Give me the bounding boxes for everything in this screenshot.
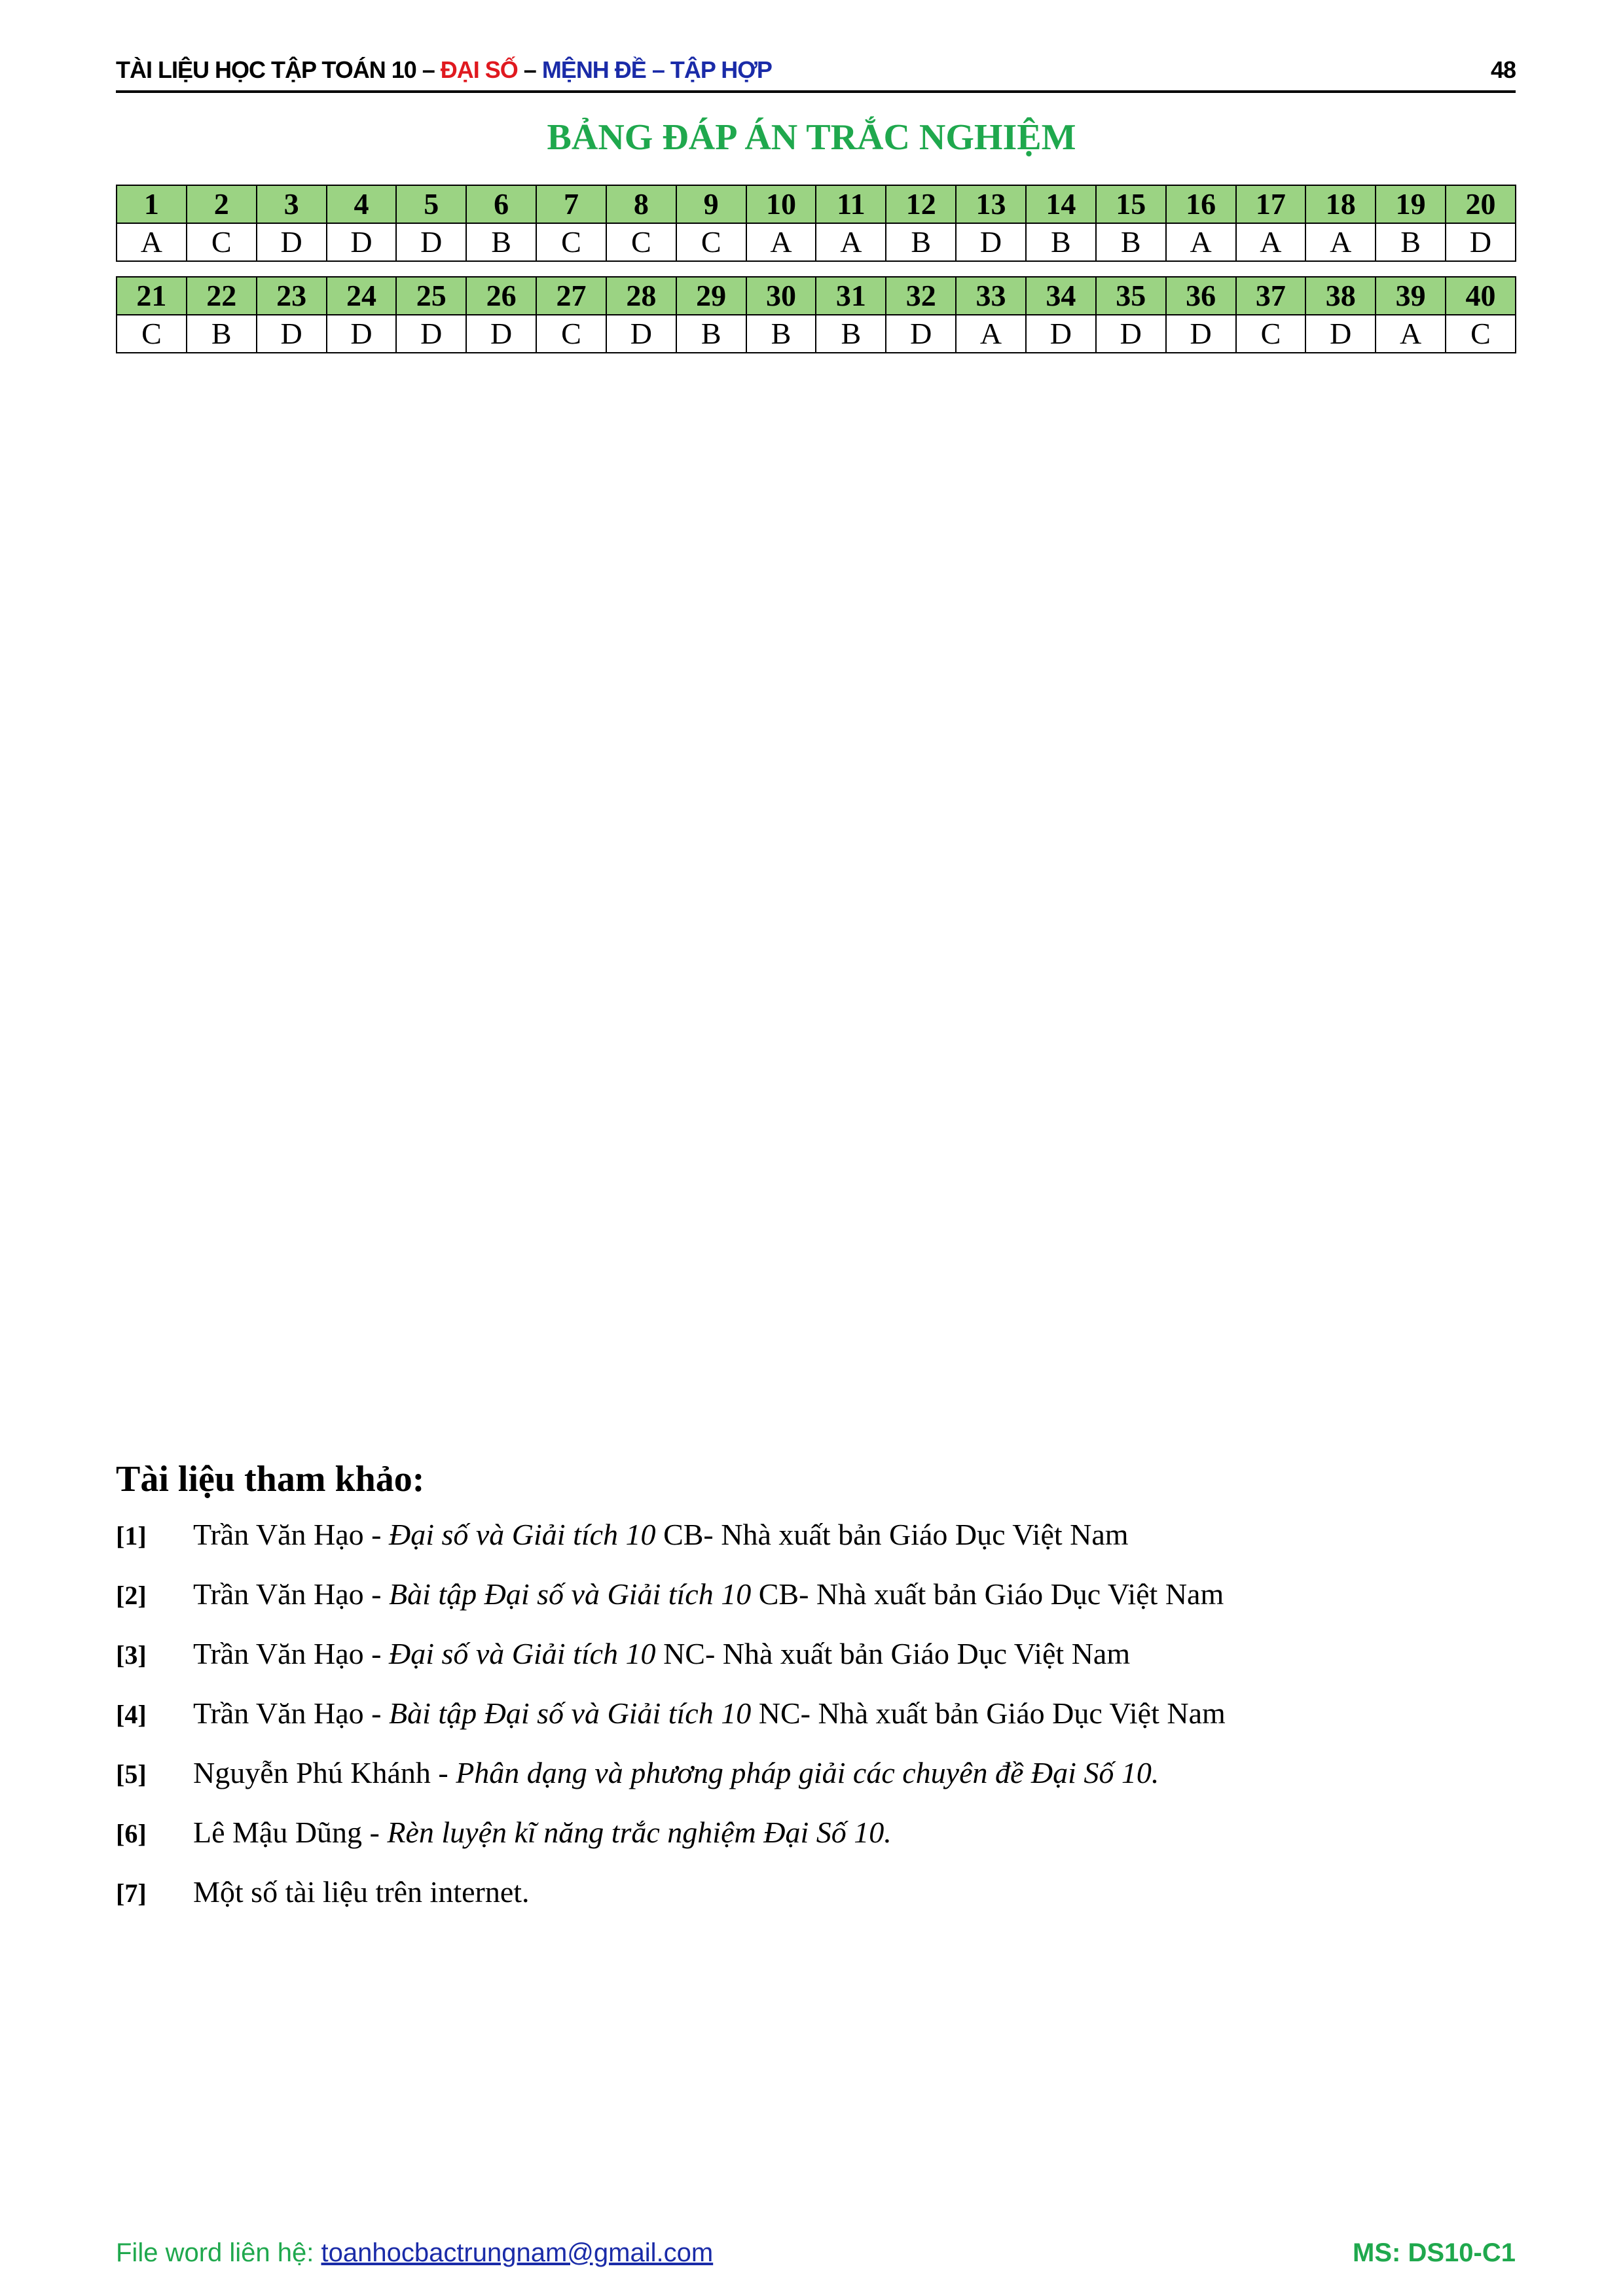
footer-document-code: MS: DS10-C1 — [1353, 2238, 1516, 2267]
answer-cell: A — [1236, 223, 1306, 261]
answer-cell: B — [676, 315, 746, 353]
question-number-cell: 30 — [746, 277, 816, 315]
answer-table-1 — [116, 185, 1516, 262]
reference-item — [116, 1517, 1129, 1552]
answer-cell: C — [536, 315, 606, 353]
reference-author: Trần Văn Hạo - — [193, 1637, 389, 1670]
question-number-cell: 15 — [1096, 185, 1166, 223]
reference-work: Bài tập Đại số và Giải tích 10 — [388, 1577, 752, 1611]
reference-work: Phân dạng và phương pháp giải các chuyên đề Đại Số 10. — [456, 1756, 1159, 1789]
question-number-cell: 27 — [536, 277, 606, 315]
answer-cell: C — [117, 315, 187, 353]
answer-cell: D — [956, 223, 1026, 261]
reference-item — [116, 1577, 1224, 1611]
question-number-cell: 14 — [1026, 185, 1096, 223]
reference-author: Lê Mậu Dũng - — [193, 1816, 388, 1849]
question-number-cell: 12 — [886, 185, 956, 223]
reference-item — [116, 1815, 892, 1850]
question-number-cell: 34 — [1026, 277, 1096, 315]
question-number-cell: 17 — [1236, 185, 1306, 223]
answer-cell: A — [956, 315, 1026, 353]
question-number-cell: 4 — [327, 185, 397, 223]
answer-cell: B — [466, 223, 536, 261]
answer-cell: D — [257, 223, 327, 261]
reference-index: [4] — [116, 1700, 147, 1729]
answer-cell: B — [746, 315, 816, 353]
question-number-cell: 7 — [536, 185, 606, 223]
question-number-cell: 3 — [257, 185, 327, 223]
question-number-cell: 23 — [257, 277, 327, 315]
answer-cell: A — [117, 223, 187, 261]
reference-author: Một số tài liệu trên internet. — [193, 1875, 530, 1909]
answer-cell: D — [1166, 315, 1236, 353]
answer-cell: D — [327, 223, 397, 261]
question-number-cell: 26 — [466, 277, 536, 315]
question-number-cell: 9 — [676, 185, 746, 223]
answer-row — [117, 315, 1516, 353]
reference-publisher: CB- Nhà xuất bản Giáo Dục Việt Nam — [751, 1577, 1224, 1611]
answer-cell: B — [1096, 223, 1166, 261]
question-number-cell: 19 — [1376, 185, 1446, 223]
reference-work: Đại số và Giải tích 10 — [388, 1637, 656, 1670]
question-number-cell: 10 — [746, 185, 816, 223]
answer-cell: D — [1096, 315, 1166, 353]
question-number-cell: 38 — [1305, 277, 1376, 315]
answer-cell: D — [606, 315, 676, 353]
answer-cell: A — [1376, 315, 1446, 353]
answer-cell: B — [816, 315, 886, 353]
reference-item — [116, 1874, 530, 1909]
question-number-cell: 40 — [1446, 277, 1516, 315]
reference-author: Trần Văn Hạo - — [193, 1518, 389, 1551]
page-header — [116, 51, 1516, 93]
question-number-row — [117, 185, 1516, 223]
reference-item — [116, 1755, 1159, 1790]
page-footer — [116, 2238, 1516, 2268]
reference-index: [5] — [116, 1759, 147, 1789]
answer-cell: B — [1026, 223, 1096, 261]
header-title-topic: MỆNH ĐỀ – TẬP HỢP — [541, 56, 772, 83]
question-number-cell: 2 — [187, 185, 257, 223]
header-title-separator: – — [517, 56, 542, 83]
answer-cell: A — [1166, 223, 1236, 261]
answer-cell: C — [676, 223, 746, 261]
question-number-cell: 29 — [676, 277, 746, 315]
references-title: Tài liệu tham khảo: — [116, 1459, 425, 1499]
question-number-cell: 24 — [327, 277, 397, 315]
reference-index: [7] — [116, 1878, 147, 1908]
header-title-prefix: TÀI LIỆU HỌC TẬP TOÁN 10 – — [116, 56, 441, 83]
answer-cell: C — [1446, 315, 1516, 353]
reference-index: [6] — [116, 1819, 147, 1848]
reference-publisher: NC- Nhà xuất bản Giáo Dục Việt Nam — [655, 1637, 1131, 1670]
question-number-cell: 35 — [1096, 277, 1166, 315]
answer-cell: A — [816, 223, 886, 261]
header-title-subject: ĐẠI SỐ — [440, 56, 518, 83]
footer-contact-label: File word liên hệ: — [116, 2238, 321, 2267]
reference-author: Nguyễn Phú Khánh - — [193, 1756, 456, 1789]
answer-cell: D — [466, 315, 536, 353]
footer-email-link[interactable]: toanhocbactrungnam@gmail.com — [321, 2238, 714, 2267]
question-number-cell: 20 — [1446, 185, 1516, 223]
question-number-cell: 1 — [117, 185, 187, 223]
answer-cell: C — [536, 223, 606, 261]
answer-cell: B — [1376, 223, 1446, 261]
reference-index: [3] — [116, 1640, 147, 1670]
answer-cell: C — [606, 223, 676, 261]
answer-cell: D — [257, 315, 327, 353]
answer-row — [117, 223, 1516, 261]
question-number-cell: 8 — [606, 185, 676, 223]
question-number-cell: 21 — [117, 277, 187, 315]
question-number-cell: 39 — [1376, 277, 1446, 315]
question-number-cell: 36 — [1166, 277, 1236, 315]
reference-author: Trần Văn Hạo - — [193, 1696, 389, 1730]
question-number-cell: 33 — [956, 277, 1026, 315]
reference-item — [116, 1636, 1130, 1671]
answer-cell: B — [886, 223, 956, 261]
answer-cell: D — [327, 315, 397, 353]
answer-cell: D — [396, 315, 466, 353]
answer-table-title: BẢNG ĐÁP ÁN TRẮC NGHIỆM — [547, 117, 1076, 158]
reference-author: Trần Văn Hạo - — [193, 1577, 389, 1611]
header-title — [116, 56, 772, 84]
answer-cell: A — [1305, 223, 1376, 261]
answer-cell: D — [1026, 315, 1096, 353]
reference-item — [116, 1696, 1226, 1731]
reference-work: Đại số và Giải tích 10 — [388, 1518, 656, 1551]
answer-table-2 — [116, 276, 1516, 353]
answer-cell: D — [1446, 223, 1516, 261]
question-number-cell: 6 — [466, 185, 536, 223]
question-number-cell: 31 — [816, 277, 886, 315]
reference-publisher: CB- Nhà xuất bản Giáo Dục Việt Nam — [655, 1518, 1129, 1551]
question-number-cell: 18 — [1305, 185, 1376, 223]
question-number-cell: 22 — [187, 277, 257, 315]
reference-index: [2] — [116, 1581, 147, 1610]
question-number-row — [117, 277, 1516, 315]
question-number-cell: 25 — [396, 277, 466, 315]
question-number-cell: 13 — [956, 185, 1026, 223]
question-number-cell: 5 — [396, 185, 466, 223]
answer-cell: D — [396, 223, 466, 261]
answer-cell: A — [746, 223, 816, 261]
page-number: 48 — [1490, 56, 1516, 83]
question-number-cell: 37 — [1236, 277, 1306, 315]
question-number-cell: 32 — [886, 277, 956, 315]
question-number-cell: 16 — [1166, 185, 1236, 223]
answer-cell: C — [187, 223, 257, 261]
reference-publisher: NC- Nhà xuất bản Giáo Dục Việt Nam — [751, 1696, 1226, 1730]
reference-work: Bài tập Đại số và Giải tích 10 — [388, 1696, 752, 1730]
question-number-cell: 28 — [606, 277, 676, 315]
answer-cell: D — [886, 315, 956, 353]
reference-work: Rèn luyện kĩ năng trắc nghiệm Đại Số 10. — [387, 1816, 892, 1849]
answer-cell: D — [1305, 315, 1376, 353]
question-number-cell: 11 — [816, 185, 886, 223]
answer-cell: B — [187, 315, 257, 353]
answer-cell: C — [1236, 315, 1306, 353]
reference-index: [1] — [116, 1521, 147, 1551]
